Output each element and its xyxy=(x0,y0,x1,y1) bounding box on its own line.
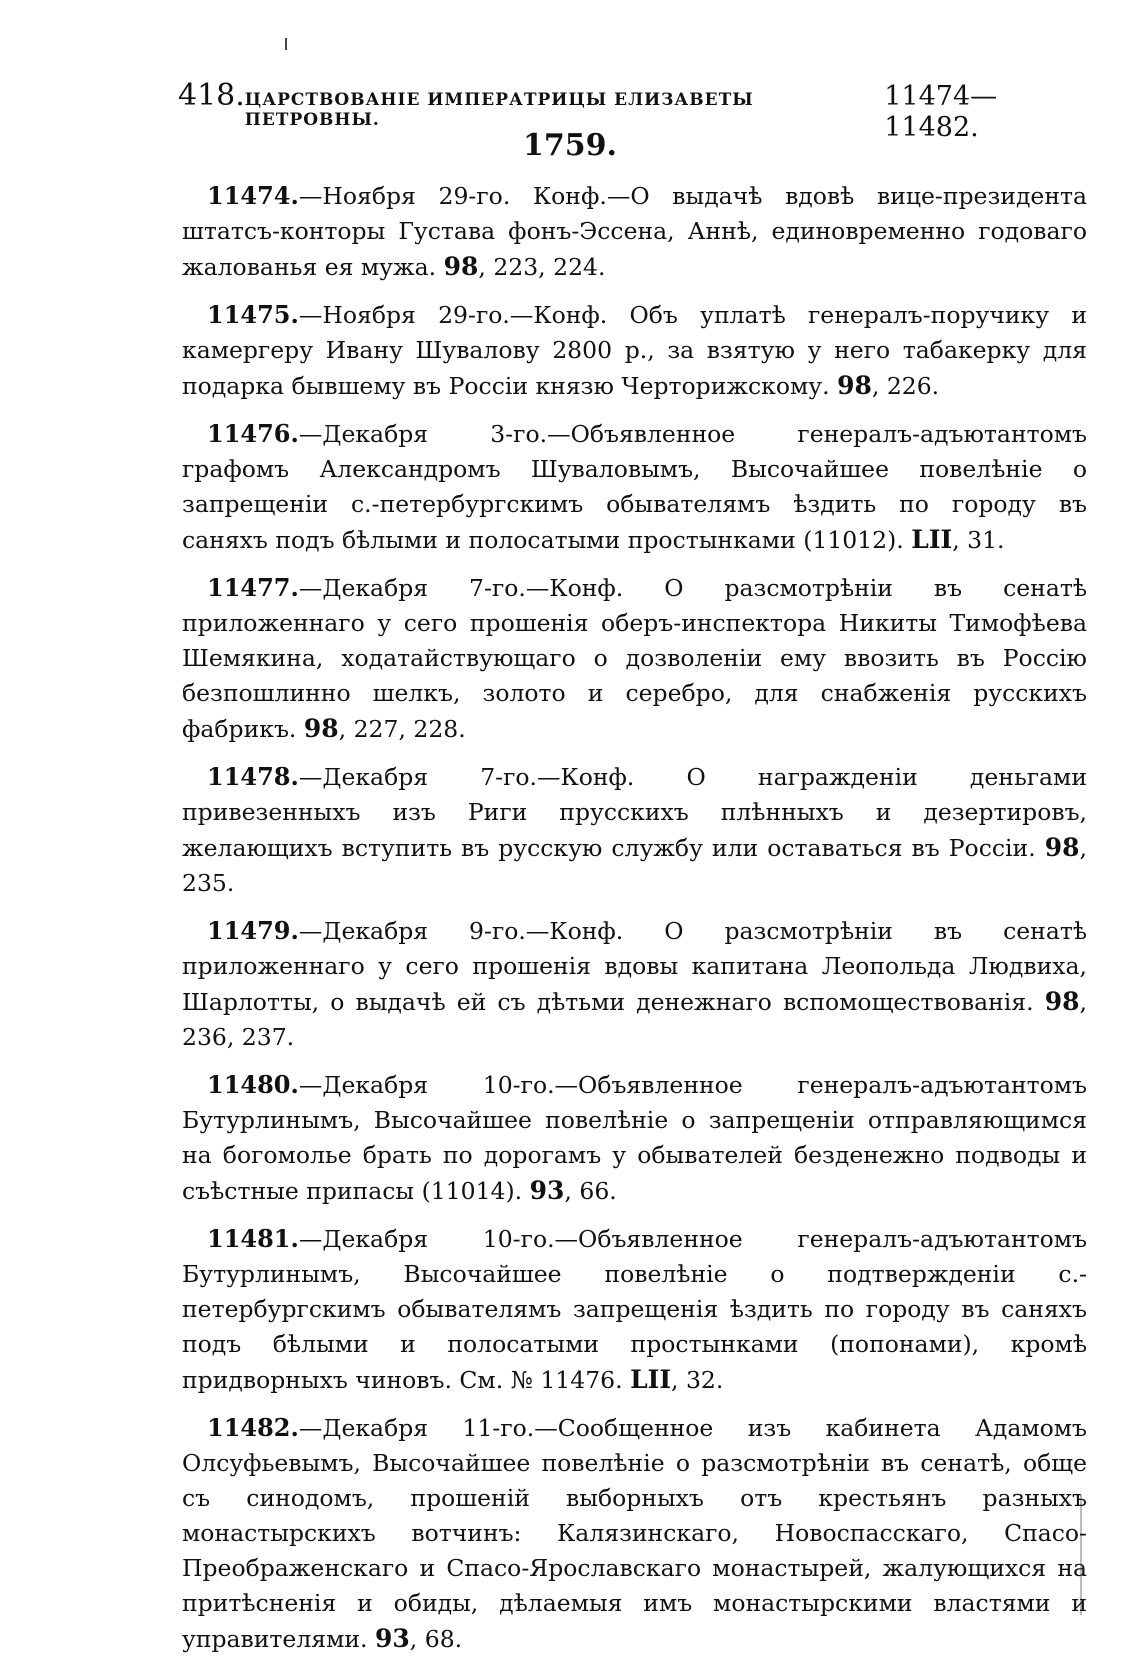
entry-ref-volume: LII xyxy=(630,1365,672,1394)
entry-ref-volume: 98 xyxy=(837,371,872,400)
entry-ref-volume: 98 xyxy=(1044,987,1080,1016)
entry-ref-pages: , 226. xyxy=(871,372,940,400)
entry-text: —Декабря 11-го.—Сообщенное изъ кабинета Адамомъ Олсуфьевымъ, Высочайшее повелѣніе о разсмотрѣніи въ сенатѣ, обще съ синодомъ, прошеній выборныхъ отъ крестьянъ разныхъ монастырскихъ вотчинъ: Калязинскаго, Новоспасскаго, Спасо-Преображенскаго и Спасо-Ярославскаго монастырей, жалующихся на притѣсненія и обиды, дѣлаемыя имъ монастырскими властями и управителями. xyxy=(182,1414,1087,1653)
entry-ref-pages: , 32. xyxy=(671,1366,724,1394)
entries-list xyxy=(182,178,1087,1669)
entry-number: 11480. xyxy=(207,1070,299,1099)
entry-text: —Декабря 7-го.—Конф. О награжденіи деньгами привезенныхъ изъ Риги прусскихъ плѣнныхъ и дезертировъ, желающихъ вступить въ русскую службу или оставаться въ Россіи. xyxy=(182,763,1087,862)
entry-ref-volume: LII xyxy=(911,525,953,554)
entry-text: —Декабря 10-го.—Объявленное генералъ-адъютантомъ Бутурлинымъ, Высочайшее повелѣніе о подтвержденіи с.-петербургскимъ обывателямъ запрещенія ѣздить по городу въ саняхъ подъ бѣлыми и полосатыми простынками (попонами), кромѣ придворныхъ чиновъ. См. № 11476. xyxy=(182,1225,1087,1394)
entry-text: —Декабря 7-го.—Конф. О разсмотрѣніи въ сенатѣ приложеннаго у сего прошенія оберъ-инспектора Никиты Тимофѣева Шемякина, ходатайствующаго о дозволеніи ему ввозить въ Россію безпошлинно шелкъ, золото и серебро, для снабженія русскихъ фабрикъ. xyxy=(182,574,1087,743)
entry-ref-volume: 93 xyxy=(375,1624,410,1653)
entry-number: 11476. xyxy=(207,419,299,448)
entry xyxy=(182,913,1087,1055)
entry xyxy=(182,1067,1087,1209)
entry-ref-pages: , 227, 228. xyxy=(338,715,466,743)
entry-number: 11478. xyxy=(207,762,299,791)
entry-number: 11482. xyxy=(207,1413,299,1442)
entry-ref-pages: , 31. xyxy=(952,526,1005,554)
entry-ref-pages: , 236, 237. xyxy=(182,988,1087,1051)
entry xyxy=(182,1410,1087,1657)
entry-ref-pages: , 223, 224. xyxy=(478,253,606,281)
entry xyxy=(182,759,1087,901)
entry-ref-volume: 98 xyxy=(1044,833,1080,862)
entry xyxy=(182,416,1087,558)
entry-number: 11481. xyxy=(207,1224,299,1253)
entry xyxy=(182,1221,1087,1398)
running-title: ЦАРСТВОВАНІЕ ИМПЕРАТРИЦЫ ЕЛИЗАВЕТЫ ПЕТРОВНЫ. xyxy=(244,90,754,130)
entry-number: 11479. xyxy=(207,916,299,945)
page-number: 418. xyxy=(178,78,245,113)
entry-ref-volume: 98 xyxy=(443,252,479,281)
entry-ref-volume: 98 xyxy=(303,714,339,743)
entry xyxy=(182,178,1087,285)
entry-text: —Ноября 29-го.—Конф. Объ уплатѣ генералъ-поручику и камергеру Ивану Шувалову 2800 р., за взятую у него табакерку для подарка бывшему въ Россіи князю Черторижскому. xyxy=(182,301,1087,400)
entry-ref-volume: 93 xyxy=(529,1176,565,1205)
entry-ref-pages: , 68. xyxy=(409,1625,463,1653)
entry-text: —Декабря 9-го.—Конф. О разсмотрѣніи въ сенатѣ приложеннаго у сего прошенія вдовы капитана Леопольда Людвиха, Шарлотты, о выдачѣ ей съ дѣтьми денежнаго вспомоществованія. xyxy=(182,917,1087,1016)
entry-text: —Декабря 10-го.—Объявленное генералъ-адъютантомъ Бутурлинымъ, Высочайшее повелѣніе о запрещеніи отправляющимся на богомолье брать по дорогамъ у обывателей безденежно подводы и съѣстные припасы (11014). xyxy=(182,1071,1087,1205)
running-header xyxy=(178,78,1088,143)
entry-ref-pages: , 235. xyxy=(182,834,1087,897)
entry-ref-pages: , 66. xyxy=(564,1177,617,1205)
entry-text: —Декабря 3-го.—Объявленное генералъ-адъютантомъ графомъ Александромъ Шуваловымъ, Высочайшее повелѣніе о запрещеніи с.-петербургскимъ обывателямъ ѣздить по городу въ саняхъ подъ бѣлыми и полосатыми простынками (11012). xyxy=(182,420,1087,554)
entry-number: 11474. xyxy=(207,181,299,210)
year-heading: 1759. xyxy=(523,128,617,163)
entry-number: 11477. xyxy=(207,573,299,602)
entry xyxy=(182,570,1087,747)
document-range: 11474—11482. xyxy=(884,81,998,143)
entry-number: 11475. xyxy=(207,300,299,329)
entry-text: —Ноября 29-го. Конф.—О выдачѣ вдовѣ вице-президента штатсъ-конторы Густава фонъ-Эссена, Аннѣ, единовременно годоваго жалованья ея мужа. xyxy=(182,182,1087,281)
scan-mark xyxy=(285,38,287,50)
entry xyxy=(182,297,1087,404)
